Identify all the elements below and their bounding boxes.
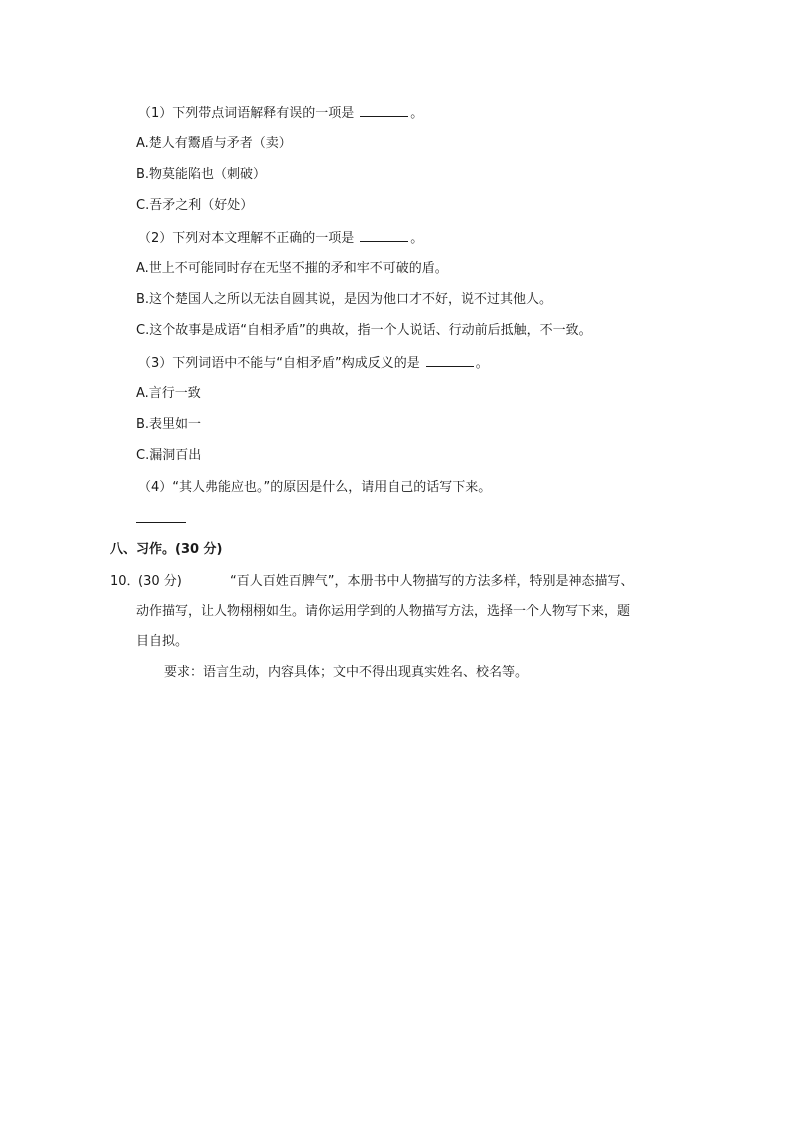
q1-prompt-text: （1）下列带点词语解释有误的一项是 — [138, 106, 355, 121]
q2-prompt — [138, 228, 423, 249]
q10-line-1 — [110, 572, 633, 592]
q3-answer-blank[interactable] — [426, 353, 474, 367]
q3-option-b: B.表里如一 — [136, 417, 202, 432]
q1-answer-blank[interactable] — [360, 103, 408, 117]
q10-text-1: “百人百姓百脾气”，本册书中人物描写的方法多样，特别是神态描写、 — [230, 574, 634, 589]
q10-score: (30 分) — [138, 574, 182, 589]
q3-prompt-text: （3）下列词语中不能与“自相矛盾”构成反义的是 — [138, 356, 420, 371]
q3-prompt-end: 。 — [475, 356, 489, 371]
q3-prompt — [138, 353, 489, 374]
q10-text-3: 目自拟。 — [136, 634, 189, 649]
q2-option-a: A.世上不可能同时存在无坚不摧的矛和牢不可破的盾。 — [136, 261, 448, 276]
q10-number: 10． — [110, 574, 140, 589]
q2-answer-blank[interactable] — [360, 228, 408, 242]
q1-option-a: A.楚人有鬻盾与矛者（卖） — [136, 136, 292, 151]
section-8-heading: 八、习作。(30 分) — [110, 542, 223, 557]
q10-text-2: 动作描写，让人物栩栩如生。请你运用学到的人物描写方法，选择一个人物写下来，题 — [136, 604, 631, 619]
q3-option-a: A.言行一致 — [136, 386, 201, 401]
q2-option-b: B.这个楚国人之所以无法自圆其说，是因为他口才不好，说不过其他人。 — [136, 292, 553, 307]
q4-answer-blank[interactable] — [136, 522, 186, 523]
q3-option-c: C.漏洞百出 — [136, 448, 202, 463]
q2-prompt-end: 。 — [410, 231, 424, 246]
q10-requirement: 要求：语言生动，内容具体；文中不得出现真实姓名、校名等。 — [164, 665, 529, 680]
q1-prompt-end: 。 — [410, 106, 424, 121]
q2-prompt-text: （2）下列对本文理解不正确的一项是 — [138, 231, 355, 246]
q1-prompt — [138, 103, 423, 124]
q1-option-c: C.吾矛之利（好处） — [136, 198, 254, 213]
q1-option-b: B.物莫能陷也（刺破） — [136, 167, 267, 182]
q2-option-c: C.这个故事是成语“自相矛盾”的典故，指一个人说话、行动前后抵触，不一致。 — [136, 323, 592, 338]
q4-prompt: （4）“其人弗能应也。”的原因是什么，请用自己的话写下来。 — [138, 480, 492, 495]
